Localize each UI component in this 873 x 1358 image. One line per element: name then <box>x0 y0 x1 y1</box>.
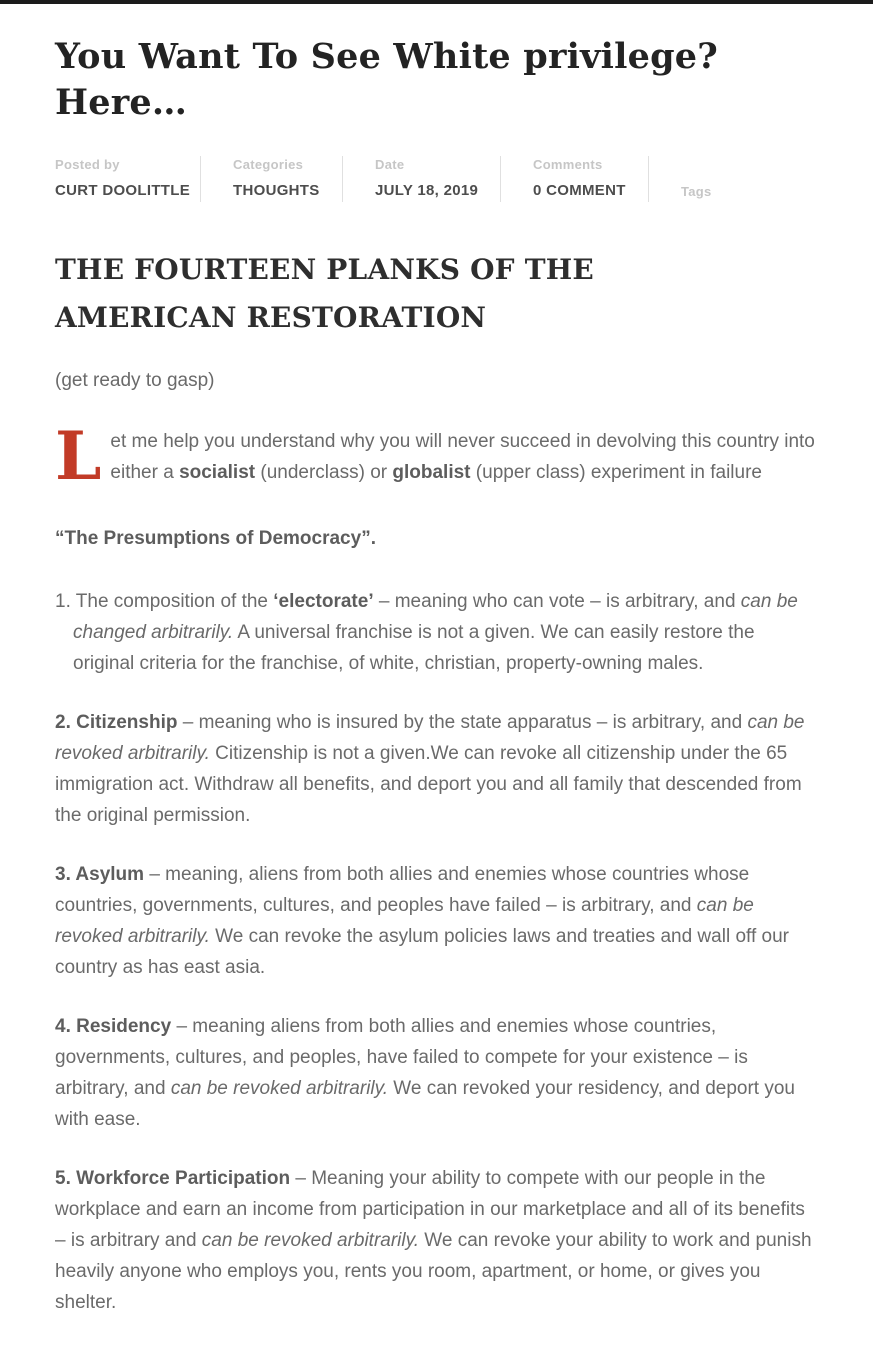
plank-4: 4. Residency – meaning aliens from both allies and enemies whose countries, governments, cultures, and peoples, have failed to compete for your existence – is arbitrary, and can be revoked arbitrarily. We can revoked your residency, and deport you with ease. <box>55 1016 795 1130</box>
presumptions-heading: “The Presumptions of Democracy”. <box>55 528 376 549</box>
meta-categories <box>200 156 342 202</box>
post-title: You Want To See White privilege? Here… <box>55 36 718 123</box>
meta-posted-by <box>55 156 200 202</box>
meta-date <box>342 156 500 202</box>
meta-category-link[interactable]: THOUGHTS <box>233 182 320 199</box>
meta-comments-link[interactable]: 0 COMMENT <box>533 182 626 199</box>
subnote: (get ready to gasp) <box>55 370 215 391</box>
meta-author-link[interactable]: CURT DOOLITTLE <box>55 182 191 199</box>
article-page <box>0 4 873 1358</box>
plank-5: 5. Workforce Participation – Meaning your ability to compete with our people in the workplace and earn an income from participation in our marketplace and all of its benefits – is arbitrary and can be revoked arbitrarily. We can revoke your ability to work and punish heavily anyone who employs you, rents you room, apartment, or home, or gives you shelter. <box>55 1168 812 1313</box>
meta-comments-label: Comments <box>533 157 603 172</box>
post-meta-row <box>55 156 820 202</box>
plank-1: 1. The composition of the ‘electorate’ – meaning who can vote – is arbitrary, and can be changed arbitrarily. A universal franchise is not a given. We can easily restore the original criteria for the franchise, of white, christian, property-owning males. <box>55 591 798 674</box>
article-heading: THE FOURTEEN PLANKS OF THE AMERICAN RESTORATION <box>55 253 594 334</box>
meta-tags-label: Tags <box>681 184 712 199</box>
dropcap-letter: L <box>55 417 102 495</box>
intro-text: et me help you understand why you will never succeed in devolving this country into either a socialist (underclass) or globalist (upper class) experiment in failure <box>110 431 815 483</box>
meta-tags <box>648 156 808 202</box>
meta-date-value: JULY 18, 2019 <box>375 182 479 199</box>
intro-paragraph <box>55 417 820 495</box>
plank-2: 2. Citizenship – meaning who is insured by the state apparatus – is arbitrary, and can be revoked arbitrarily. Citizenship is not a given.We can revoke all citizenship under the 65 immigration act. Withdraw all benefits, and deport you and all family that descended from the original permission. <box>55 712 805 826</box>
plank-3: 3. Asylum – meaning, aliens from both allies and enemies whose countries whose countries, governments, cultures, and peoples have failed – is arbitrary, and can be revoked arbitrarily. We can revoke the asylum policies laws and treaties and wall off our country as has east asia. <box>55 864 789 978</box>
meta-posted-by-label: Posted by <box>55 157 120 172</box>
meta-date-label: Date <box>375 157 405 172</box>
meta-comments <box>500 156 648 202</box>
meta-categories-label: Categories <box>233 157 304 172</box>
article-body <box>55 246 820 1318</box>
